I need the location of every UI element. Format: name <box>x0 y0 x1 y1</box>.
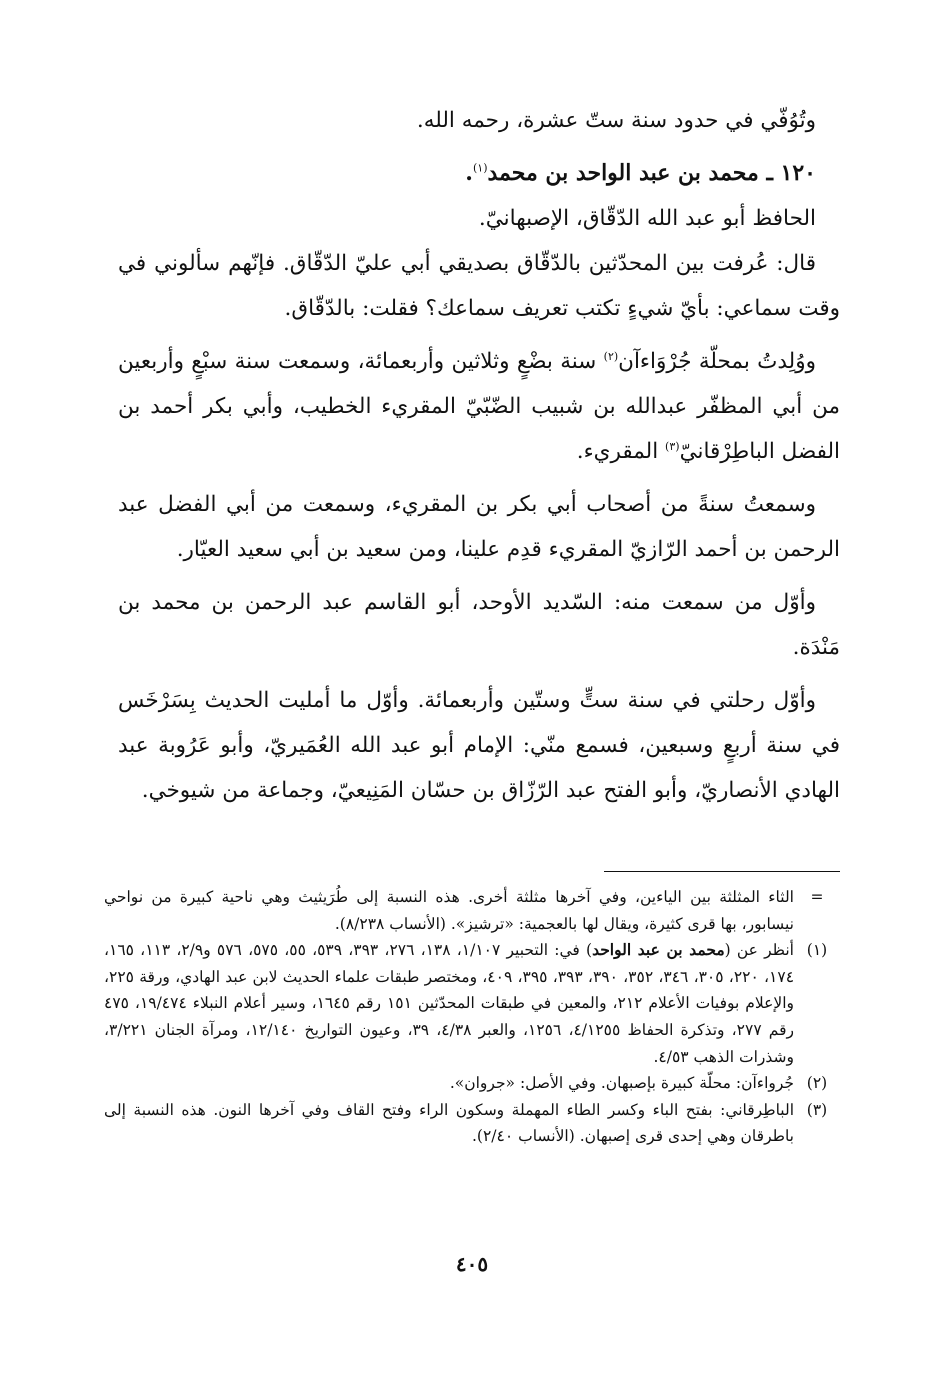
footnote-text: جُرواءآن: محلّة كبيرة بإصبهان. وفي الأصل: «جروان». <box>449 1074 794 1093</box>
footnote-marker: (٢) <box>806 1074 828 1093</box>
footnote-ref-1: (١) <box>472 161 488 175</box>
footnotes <box>104 884 840 1150</box>
paragraph-title-line: الحافظ أبو عبد الله الدّقّاق، الإصبهانيّ. <box>478 206 816 231</box>
footnote-lead: أنظر عن ( <box>724 941 794 960</box>
paragraph-hearing: وسمعتُ سنةً من أصحاب أبي بكر بن المقريء، وسمعت من أبي الفضل عبد الرحمن بن أحمد الرّازيّ المقريء قدِم علينا، ومن سعيد بن أبي سعيد العيّار. <box>118 492 840 562</box>
footnote-text <box>104 937 794 1070</box>
paragraph-birth-part2: سنة بضْعٍ وثلاثين وأربعمائة، وسمعت سنة سبْعٍ وأربعين من أبي المظفّر عبدالله بن شبيب الضّبّيّ المقريء الخطيب، وأبي بكر أحمد بن الفضل الباطِرْقانيّ <box>118 349 840 464</box>
footnote-marker: (٣) <box>806 1100 828 1119</box>
paragraph-birth-part1: ووُلِدتُ بمحلّة جُرْوَاءآن <box>618 349 816 374</box>
paragraph-nickname: قال: عُرفت بين المحدّثين بالدّقّاق بصديقي أبي عليّ الدّقّاق. فإنّهم سألوني في وقت سماعي: بأيّ شيءٍ تكتب تعريف سماعك؟ فقلت: بالدّقّاق. <box>118 251 840 321</box>
paragraph-birth-part3: المقريء. <box>576 439 666 464</box>
footnote-marker: (١) <box>806 941 828 960</box>
entry-heading-end: . <box>465 160 473 186</box>
footnote-bold-name: محمد بن عبد الواحد <box>592 940 725 960</box>
footnote-divider <box>604 871 840 872</box>
footnote-text: الباطِرقاني: بفتح الباء وكسر الطاء المهملة وسكون الراء وفتح القاف وفي آخرها النون. هذه النسبة إلى باطرقان وهي إحدى قرى إصبهان. (الأنساب ٢/٤٠). <box>104 1100 794 1146</box>
main-text <box>118 98 840 821</box>
footnote-continuation <box>104 884 840 937</box>
footnote-ref-2: (٢) <box>603 349 619 363</box>
paragraph-journey: وأوّل رحلتي في سنة ستٍّ وستّين وأربعمائة. وأوّل ما أمليت الحديث بِسَرْخَس في سنة أربعٍ وسبعين، فسمع منّي: الإمام أبو عبد الله العُمَيريّ، وأبو عَرُوبة عبد الهادي الأنصاريّ، وأبو الفتح عبد الرّزّاق بن حسّان المَنِيعيّ، وجماعة من شيوخي. <box>118 688 840 803</box>
footnote-marker: = <box>810 888 824 906</box>
footnote-1 <box>104 937 840 1070</box>
footnote-ref-3: (٣) <box>665 439 680 453</box>
page-number: ٤٠٥ <box>455 1252 489 1276</box>
paragraph-death-note: وتُوُفّي في حدود سنة ستّ عشرة، رحمه الله. <box>416 108 816 133</box>
entry-heading <box>118 151 840 196</box>
entry-heading-title: ١٢٠ ـ محمد بن عبد الواحد بن محمد <box>487 160 816 186</box>
footnote-text: الثاء المثلثة بين الياءين، وفي آخرها مثلثة أخرى. هذه النسبة إلى طُرَيثيث وهي ناحية كبيرة من نواحي نيسابور، بها قرى كثيرة، ويقال لها بالعجمية: «ترشيز». (الأنساب ٨/٢٣٨). <box>104 888 794 933</box>
footnote-sources: ) في: التحبير ١/١٠٧، ١٣٨، ٢٧٦، ٣٩٣، ٥٣٩، ٥٥، ٥٧٥، ٥٧٦ و٢/٩، ١١٣، ١٦٥، ١٧٤، ٢٢٠، ٣٠٥، ٣٤٦، ٣٥٢، ٣٩٠، ٣٩٣، ٣٩٥، ٤٠٩، ومختصر طبقات علماء الحديث لابن عبد الهادي، ورقة ٢٢٥، والإعلام بوفيات الأعلام ٢١٢، والمعين في طبقات المحدّثين ١٥١ رقم ١٦٤٥، وسير أعلام النبلاء ١٩/٤٧٤، ٤٧٥ رقم ٢٧٧، وتذكرة الحفاظ ٤/١٢٥٥، ١٢٥٦، والعبر ٤/٣٨، ٣٩، وعيون التواريخ ١٢/١٤٠، ومرآة الجنان ٣/٢٢١، وشذرات الذهب ٤/٥٣. <box>104 941 795 1066</box>
footnote-3 <box>104 1097 840 1150</box>
paragraph-first-teacher: وأوّل من سمعت منه: السّديد الأوحد، أبو القاسم عبد الرحمن بن محمد بن مَنْدَة. <box>118 590 840 660</box>
footnote-2 <box>104 1070 840 1097</box>
paragraph-birth <box>118 339 840 474</box>
